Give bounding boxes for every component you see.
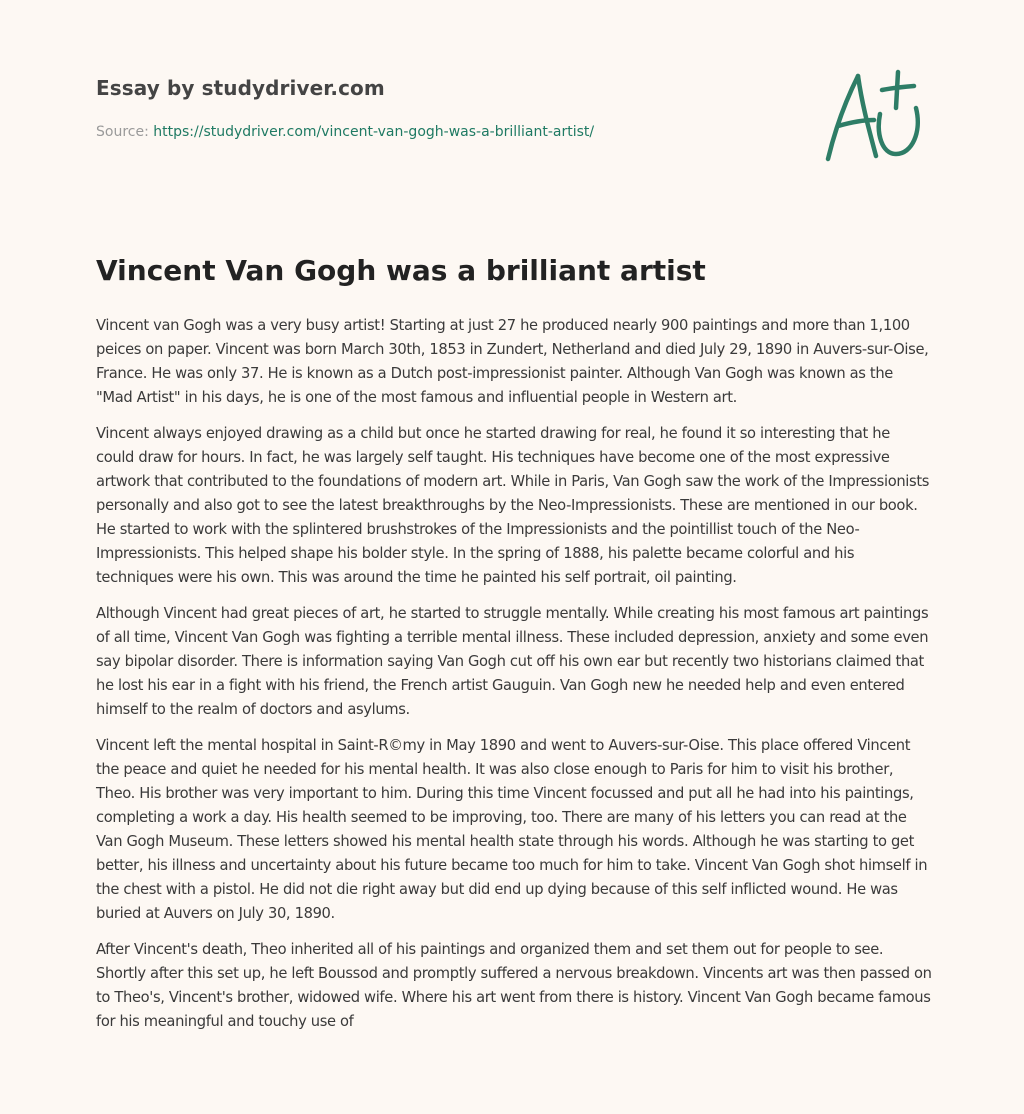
- source-line: [96, 124, 594, 140]
- a-plus-logo: [818, 64, 930, 168]
- essay-title: Vincent Van Gogh was a brilliant artist: [96, 254, 706, 287]
- essay-body: [96, 314, 932, 1046]
- source-label: Source:: [96, 124, 154, 140]
- essay-paragraph: Vincent always enjoyed drawing as a child but once he started drawing for real, he found it so interesting that he could draw for hours. In fact, he was largely self taught. His techniques have become one of the most expressive artwork that contributed to the foundations of modern art. While in Paris, Van Gogh saw the work of the Impressionists personally and also got to see the latest breakthroughs by the Neo-Impressionists. These are mentioned in our book. He started to work with the splintered brushstrokes of the Impressionists and the pointillist touch of the Neo-Impressionists. This helped shape his bolder style. In the spring of 1888, his palette became colorful and his techniques were his own. This was around the time he painted his self portrait, oil painting.: [96, 425, 930, 586]
- essay-paragraph: After Vincent's death, Theo inherited all of his paintings and organized them and set them out for people to see. Shortly after this set up, he left Boussod and promptly suffered a nervous breakdown. Vincents art was then passed on to Theo's, Vincent's brother, widowed wife. Where his art went from there is history. Vincent Van Gogh became famous for his meaningful and touchy use of: [96, 941, 932, 1030]
- source-link[interactable]: https://studydriver.com/vincent-van-gogh-was-a-brilliant-artist/: [153, 124, 595, 140]
- essay-paragraph: Vincent left the mental hospital in Saint-R©my in May 1890 and went to Auvers-sur-Oise. This place offered Vincent the peace and quiet he needed for his mental health. It was also close enough to Paris for him to visit his brother, Theo. His brother was very important to him. During this time Vincent focussed and put all he had into his paintings, completing a work a day. His health seemed to be improving, too. There are many of his letters you can read at the Van Gogh Museum. These letters showed his mental health state through his words. Although he was starting to get better, his illness and uncertainty about his future became too much for him to take. Vincent Van Gogh shot himself in the chest with a pistol. He did not die right away but did end up dying because of this self inflicted wound. He was buried at Auvers on July 30, 1890.: [96, 737, 928, 922]
- essay-paragraph: Vincent van Gogh was a very busy artist! Starting at just 27 he produced nearly 900 paintings and more than 1,100 peices on paper. Vincent was born March 30th, 1853 in Zundert, Netherland and died July 29, 1890 in Auvers-sur-Oise, France. He was only 37. He is known as a Dutch post-impressionist painter. Although Van Gogh was known as the "Mad Artist" in his days, he is one of the most famous and influential people in Western art.: [96, 317, 929, 406]
- a-plus-grade-icon: [818, 64, 930, 168]
- essay-paragraph: Although Vincent had great pieces of art, he started to struggle mentally. While creating his most famous art paintings of all time, Vincent Van Gogh was fighting a terrible mental illness. These included depression, anxiety and some even say bipolar disorder. There is information saying Van Gogh cut off his own ear but recently two historians claimed that he lost his ear in a fight with his friend, the French artist Gauguin. Van Gogh new he needed help and even entered himself to the realm of doctors and asylums.: [96, 605, 929, 718]
- essay-header-title: Essay by studydriver.com: [96, 76, 385, 100]
